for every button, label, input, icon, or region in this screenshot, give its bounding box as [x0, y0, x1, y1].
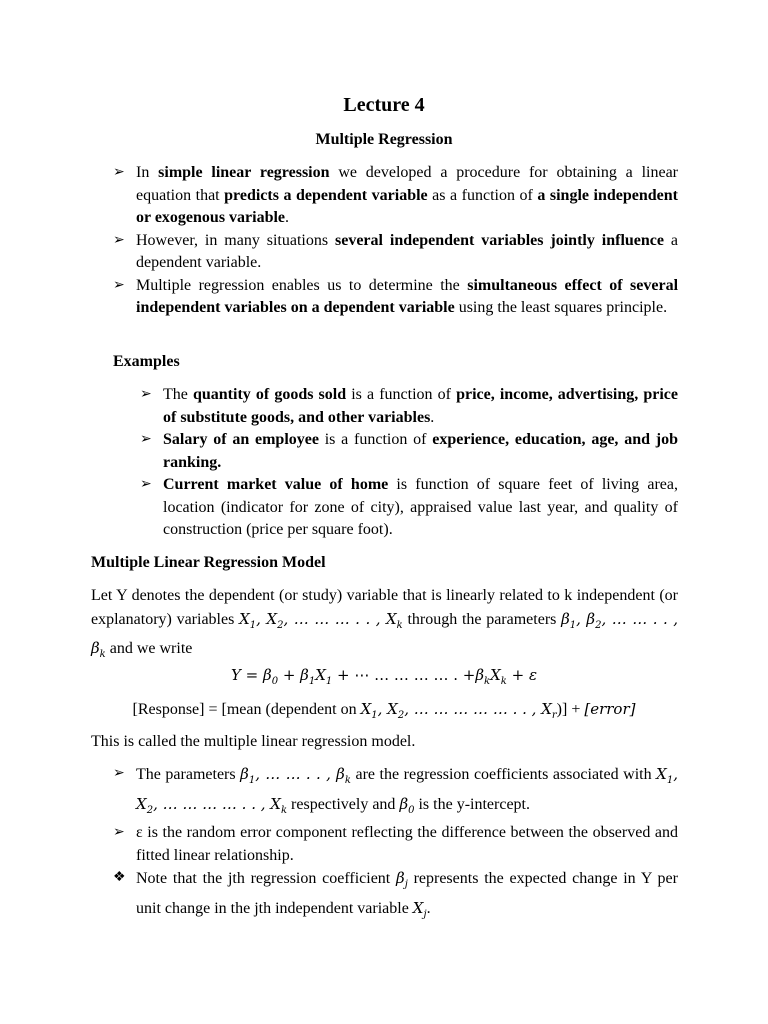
- arrow-bullet-icon: ➢: [113, 277, 125, 293]
- x-variables-math: $X_1$, $X_2$, … … … . . , $X_k$: [239, 609, 403, 631]
- bullet-item: ➢ Multiple regression enables us to determine the simultaneous effect of several independent variables on a dependent variable using the least squares principle.: [113, 276, 679, 316]
- example-item: ➢ Current market value of home is function of square feet of living area, location (indicator for zone of city), appraised value last year, and quality of construction (price per square foot).: [140, 476, 678, 538]
- examples-heading: Examples: [113, 353, 180, 370]
- arrow-bullet-icon: ➢: [140, 387, 152, 402]
- model-intro-paragraph: Let Y denotes the dependent (or study) variable that is linearly related to k independent (or explanatory) variables $X_1$, $X_2$, … … … . . , $X_k$ through the parameters $\beta_1$, $\beta_2$, … … . . , $\beta_k$ and we write: [91, 587, 679, 660]
- diamond-bullet-icon: ❖: [113, 870, 126, 885]
- bullet-item: ➢ However, in many situations several independent variables jointly influence a dependent variable.: [113, 231, 679, 271]
- note-item: ❖ Note that the jth regression coefficient $\beta_j$ represents the expected change in Y per unit change in the jth independent variable $X_j$.: [113, 869, 678, 920]
- response-equation: [Response] = [mean (dependent on $X_1$, $X_2$, … … … … … . . , $X_r$)] + [error]: [132, 700, 636, 721]
- beta-parameters-math: $\beta_1$, $\beta_2$, … … . . , $\beta_k$: [91, 609, 679, 660]
- lecture-subtitle: Multiple Regression: [315, 131, 453, 148]
- arrow-bullet-icon: ➢: [113, 825, 125, 840]
- arrow-bullet-icon: ➢: [113, 232, 125, 248]
- lecture-title: Lecture 4: [343, 94, 425, 116]
- example-item: ➢ The quantity of goods sold is a function of price, income, advertising, price of substitute goods, and other variables.: [140, 386, 679, 426]
- arrow-bullet-icon: ➢: [113, 766, 125, 781]
- regression-equation: $Y = \beta_0 + \beta_1X_1$ + ⋯ … … … … . $+\beta_kX_k + \varepsilon$: [231, 666, 537, 687]
- note-item: ➢ ε is the random error component reflecting the difference between the observed and fitted linear relationship.: [113, 824, 678, 864]
- model-heading: Multiple Linear Regression Model: [91, 554, 326, 571]
- model-called-text: This is called the multiple linear regression model.: [91, 733, 416, 750]
- arrow-bullet-icon: ➢: [140, 477, 152, 492]
- note-item: ➢ The parameters $\beta_1$, … … . . , $\beta_k$ are the regression coefficients associated with $X_1$, $X_2$, … … … … . . , $X_k$ respectively and $\beta_0$ is the y-intercept.: [113, 765, 678, 816]
- example-item: ➢ Salary of an employee is a function of experience, education, age, and job ranking.: [140, 431, 679, 471]
- arrow-bullet-icon: ➢: [140, 432, 152, 447]
- model-notes-list: [113, 763, 678, 926]
- arrow-bullet-icon: ➢: [113, 165, 125, 180]
- examples-list: [140, 384, 678, 542]
- bullet-item: ➢ In simple linear regression we developed a procedure for obtaining a linear equation that predicts a dependent variable as a function of a single independent or exogenous variable.: [113, 164, 678, 226]
- intro-bullet-list: [113, 162, 678, 320]
